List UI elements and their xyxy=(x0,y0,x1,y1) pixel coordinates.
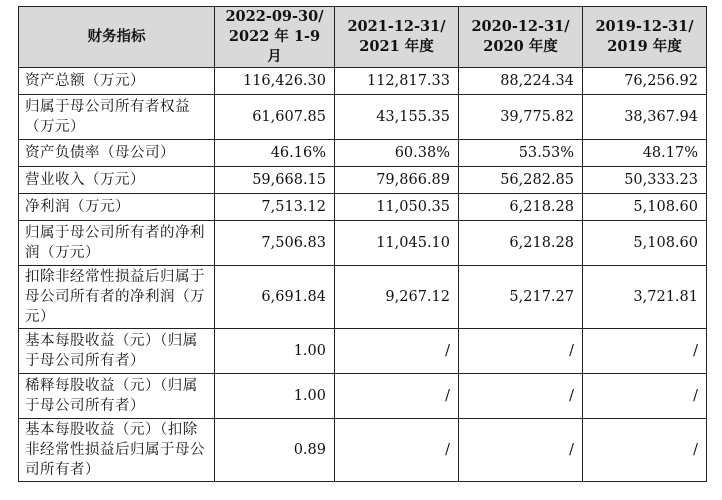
cell-2022: 46.16% xyxy=(215,140,335,167)
cell-2022: 0.89 xyxy=(215,419,335,482)
row-label: 稀释每股收益（元）（归属于母公司所有者） xyxy=(19,374,215,419)
cell-2020: / xyxy=(459,419,583,482)
row-label: 基本每股收益（元）（归属于母公司所有者） xyxy=(19,329,215,374)
cell-2022: 59,668.15 xyxy=(215,167,335,194)
cell-2020: 56,282.85 xyxy=(459,167,583,194)
table-row-revenue xyxy=(19,167,707,194)
cell-2019: / xyxy=(583,374,707,419)
cell-2020: 39,775.82 xyxy=(459,95,583,140)
cell-2020: 53.53% xyxy=(459,140,583,167)
cell-2019: / xyxy=(583,419,707,482)
table-row-parent-net-profit xyxy=(19,221,707,266)
cell-2021: 11,045.10 xyxy=(335,221,459,266)
cell-2022: 61,607.85 xyxy=(215,95,335,140)
header-period-2022 xyxy=(215,7,335,68)
header-period-2021 xyxy=(335,7,459,68)
cell-2019: 5,108.60 xyxy=(583,194,707,221)
cell-2021: / xyxy=(335,329,459,374)
cell-2022: 1.00 xyxy=(215,374,335,419)
table-row-parent-equity xyxy=(19,95,707,140)
table-row-basic-eps xyxy=(19,329,707,374)
cell-2020: / xyxy=(459,374,583,419)
header-period-2022-date: 2022-09-30/ xyxy=(225,8,324,25)
header-indicator-label: 财务指标 xyxy=(87,28,146,45)
cell-2021: 9,267.12 xyxy=(335,266,459,329)
cell-2022: 6,691.84 xyxy=(215,266,335,329)
cell-2021: 79,866.89 xyxy=(335,167,459,194)
cell-2022: 116,426.30 xyxy=(215,68,335,95)
financial-indicators-table xyxy=(18,6,707,482)
header-period-2021-range: 2021 年度 xyxy=(359,38,434,55)
cell-2019: 5,108.60 xyxy=(583,221,707,266)
cell-2019: 50,333.23 xyxy=(583,167,707,194)
header-period-2019 xyxy=(583,7,707,68)
cell-2021: 112,817.33 xyxy=(335,68,459,95)
table-row-adjusted-basic-eps xyxy=(19,419,707,482)
header-indicator xyxy=(19,7,215,68)
cell-2019: 76,256.92 xyxy=(583,68,707,95)
cell-2020: 88,224.34 xyxy=(459,68,583,95)
financial-indicators-table-container xyxy=(18,6,706,482)
cell-2019: 38,367.94 xyxy=(583,95,707,140)
row-label: 资产总额（万元） xyxy=(19,68,215,95)
table-row-adjusted-net-profit xyxy=(19,266,707,329)
cell-2020: 5,217.27 xyxy=(459,266,583,329)
header-period-2020-date: 2020-12-31/ xyxy=(471,18,570,35)
cell-2019: 48.17% xyxy=(583,140,707,167)
table-header xyxy=(19,7,707,68)
table-row-total-assets xyxy=(19,68,707,95)
cell-2022: 1.00 xyxy=(215,329,335,374)
cell-2021: 60.38% xyxy=(335,140,459,167)
header-period-2019-range: 2019 年度 xyxy=(607,38,682,55)
header-period-2020-range: 2020 年度 xyxy=(483,38,558,55)
row-label: 扣除非经常性损益后归属于母公司所有者的净利润（万元） xyxy=(19,266,215,329)
header-row xyxy=(19,7,707,68)
cell-2020: 6,218.28 xyxy=(459,221,583,266)
cell-2019: 3,721.81 xyxy=(583,266,707,329)
cell-2021: / xyxy=(335,419,459,482)
table-body xyxy=(19,68,707,482)
row-label: 基本每股收益（元）（扣除非经常性损益后归属于母公司所有者） xyxy=(19,419,215,482)
row-label: 归属于母公司所有者的净利润（万元） xyxy=(19,221,215,266)
row-label: 归属于母公司所有者权益（万元） xyxy=(19,95,215,140)
cell-2021: / xyxy=(335,374,459,419)
header-period-2021-date: 2021-12-31/ xyxy=(347,18,446,35)
header-period-2019-date: 2019-12-31/ xyxy=(595,18,694,35)
cell-2022: 7,506.83 xyxy=(215,221,335,266)
table-row-debt-ratio xyxy=(19,140,707,167)
cell-2019: / xyxy=(583,329,707,374)
row-label: 净利润（万元） xyxy=(19,194,215,221)
table-row-diluted-eps xyxy=(19,374,707,419)
header-period-2022-range: 2022 年 1-9 月 xyxy=(228,28,321,65)
cell-2020: / xyxy=(459,329,583,374)
row-label: 营业收入（万元） xyxy=(19,167,215,194)
header-period-2020 xyxy=(459,7,583,68)
cell-2021: 11,050.35 xyxy=(335,194,459,221)
row-label: 资产负债率（母公司） xyxy=(19,140,215,167)
cell-2022: 7,513.12 xyxy=(215,194,335,221)
table-row-net-profit xyxy=(19,194,707,221)
cell-2021: 43,155.35 xyxy=(335,95,459,140)
cell-2020: 6,218.28 xyxy=(459,194,583,221)
